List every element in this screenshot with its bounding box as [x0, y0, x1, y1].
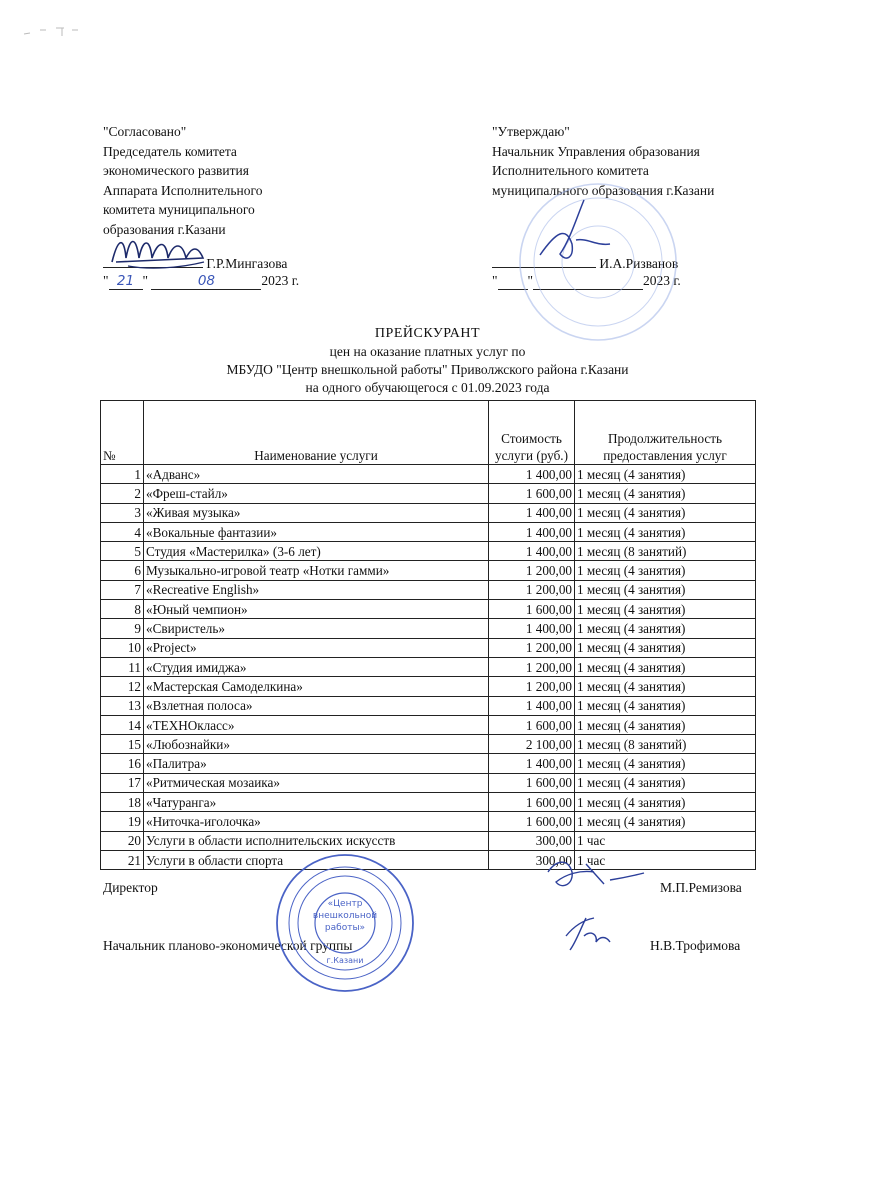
- table-row: [101, 619, 756, 638]
- table-header-row: [101, 401, 756, 465]
- right-date-line: [492, 273, 681, 290]
- service-price: 1 600,00: [489, 812, 575, 831]
- service-name: «ТЕХНОкласс»: [144, 715, 489, 734]
- service-price: 1 400,00: [489, 619, 575, 638]
- date-day: 21: [109, 273, 143, 290]
- service-name: «Ниточка-иголочка»: [144, 812, 489, 831]
- service-name: «Любознайки»: [144, 735, 489, 754]
- date-year: 2023 г.: [643, 273, 681, 288]
- quote-mark: ": [492, 273, 498, 288]
- service-name: «Фреш-стайл»: [144, 484, 489, 503]
- right-signature-line: [492, 256, 678, 272]
- signature-rizvanov: [540, 200, 610, 258]
- row-number: 9: [101, 619, 144, 638]
- table-row: [101, 754, 756, 773]
- approval-line: Аппарата Исполнительного: [103, 182, 263, 198]
- service-price: 1 400,00: [489, 696, 575, 715]
- row-number: 3: [101, 503, 144, 522]
- service-price: 1 600,00: [489, 773, 575, 792]
- service-price: 1 400,00: [489, 503, 575, 522]
- approval-block-right: [492, 122, 792, 200]
- price-table: [100, 400, 756, 870]
- row-number: 17: [101, 773, 144, 792]
- service-price: 1 200,00: [489, 657, 575, 676]
- service-price: 2 100,00: [489, 735, 575, 754]
- service-name: «Студия имиджа»: [144, 657, 489, 676]
- header-price: [489, 401, 575, 465]
- header-duration-line: Продолжительность: [607, 431, 723, 446]
- table-row: [101, 542, 756, 561]
- row-number: 19: [101, 812, 144, 831]
- row-number: 1: [101, 465, 144, 484]
- row-number: 6: [101, 561, 144, 580]
- row-number: 21: [101, 850, 144, 869]
- title-line: на одного обучающегося с 01.09.2023 года: [305, 380, 550, 395]
- service-price: 1 200,00: [489, 580, 575, 599]
- approval-heading-right: "Утверждаю": [492, 124, 570, 139]
- service-name: «Мастерская Самоделкина»: [144, 677, 489, 696]
- service-price: 1 200,00: [489, 561, 575, 580]
- table-row: [101, 715, 756, 734]
- service-duration: 1 месяц (8 занятий): [575, 735, 756, 754]
- row-number: 15: [101, 735, 144, 754]
- table-row: [101, 638, 756, 657]
- approval-line: Председатель комитета: [103, 143, 237, 159]
- service-duration: 1 месяц (4 занятия): [575, 812, 756, 831]
- table-row: [101, 465, 756, 484]
- row-number: 20: [101, 831, 144, 850]
- table-row: [101, 657, 756, 676]
- row-number: 12: [101, 677, 144, 696]
- service-name: «Палитра»: [144, 754, 489, 773]
- right-signer-name: И.А.Ризванов: [599, 256, 679, 271]
- header-duration-line: предоставления услуг: [603, 448, 727, 463]
- table-row: [101, 677, 756, 696]
- title-line: цен на оказание платных услуг по: [329, 344, 526, 359]
- service-name: «Живая музыка»: [144, 503, 489, 522]
- service-name: Услуги в области исполнительских искусств: [144, 831, 489, 850]
- table-row: [101, 773, 756, 792]
- table-row: [101, 503, 756, 522]
- approval-line: образования г.Казани: [103, 221, 226, 237]
- quote-mark: ": [142, 273, 149, 288]
- document-title: [100, 325, 755, 397]
- service-price: 1 400,00: [489, 542, 575, 561]
- service-duration: 1 месяц (4 занятия): [575, 465, 756, 484]
- quote-mark: ": [527, 273, 534, 288]
- service-duration: 1 месяц (4 занятия): [575, 793, 756, 812]
- approval-line: муниципального образования г.Казани: [492, 182, 715, 198]
- signature-trofimova: [566, 918, 610, 950]
- service-duration: 1 час: [575, 850, 756, 869]
- service-name: «Свиристель»: [144, 619, 489, 638]
- date-month: 08: [151, 273, 261, 290]
- service-duration: 1 месяц (4 занятия): [575, 657, 756, 676]
- row-number: 10: [101, 638, 144, 657]
- service-duration: 1 месяц (4 занятия): [575, 754, 756, 773]
- table-row: [101, 793, 756, 812]
- row-number: 5: [101, 542, 144, 561]
- service-duration: 1 месяц (4 занятия): [575, 484, 756, 503]
- row-number: 4: [101, 522, 144, 541]
- service-price: 1 600,00: [489, 484, 575, 503]
- table-row: [101, 812, 756, 831]
- table-row: [101, 696, 756, 715]
- service-price: 1 600,00: [489, 600, 575, 619]
- service-name: «Юный чемпион»: [144, 600, 489, 619]
- title-line: МБУДО "Центр внешкольной работы" Приволжского района г.Казани: [226, 362, 629, 377]
- stamp-center-line: внешкольной: [312, 911, 378, 921]
- table-row: [101, 522, 756, 541]
- approval-line: Начальник Управления образования: [492, 143, 700, 159]
- stamp-city: г.Казани: [326, 956, 364, 965]
- table-row: [101, 850, 756, 869]
- row-number: 7: [101, 580, 144, 599]
- service-price: 1 200,00: [489, 677, 575, 696]
- left-signer-name: Г.Р.Мингазова: [206, 256, 288, 271]
- row-number: 2: [101, 484, 144, 503]
- approval-line: комитета муниципального: [103, 202, 255, 218]
- service-duration: 1 месяц (4 занятия): [575, 561, 756, 580]
- service-name: «Project»: [144, 638, 489, 657]
- director-label: Директор: [103, 880, 158, 895]
- scan-artifact: [22, 22, 82, 42]
- service-duration: 1 месяц (4 занятия): [575, 696, 756, 715]
- service-name: Музыкально-игровой театр «Нотки гамми»: [144, 561, 489, 580]
- service-price: 300,00: [489, 831, 575, 850]
- service-duration: 1 месяц (4 занятия): [575, 522, 756, 541]
- service-price: 1 400,00: [489, 465, 575, 484]
- service-duration: 1 час: [575, 831, 756, 850]
- service-price: 1 400,00: [489, 522, 575, 541]
- left-signature-line: [103, 256, 287, 272]
- service-name: «Recreative English»: [144, 580, 489, 599]
- service-duration: 1 месяц (4 занятия): [575, 503, 756, 522]
- row-number: 16: [101, 754, 144, 773]
- price-table-body: [101, 465, 756, 870]
- service-price: 300,00: [489, 850, 575, 869]
- planning-name: Н.В.Трофимова: [650, 938, 741, 953]
- service-duration: 1 месяц (4 занятия): [575, 600, 756, 619]
- table-row: [101, 600, 756, 619]
- service-duration: 1 месяц (4 занятия): [575, 773, 756, 792]
- header-name: Наименование услуги: [144, 401, 489, 465]
- approval-line: экономического развития: [103, 163, 249, 179]
- stamp-center-line: работы»: [324, 923, 366, 933]
- row-number: 11: [101, 657, 144, 676]
- quote-mark: ": [103, 273, 109, 288]
- row-number: 18: [101, 793, 144, 812]
- table-row: [101, 831, 756, 850]
- service-name: «Ритмическая мозаика»: [144, 773, 489, 792]
- service-name: «Чатуранга»: [144, 793, 489, 812]
- table-row: [101, 561, 756, 580]
- stamp-center-line: «Центр: [327, 899, 363, 909]
- planning-label: Начальник планово-экономической группы: [103, 938, 353, 953]
- header-num: №: [101, 401, 144, 465]
- service-name: «Вокальные фантазии»: [144, 522, 489, 541]
- approval-block-left: [103, 122, 363, 240]
- date-year: 2023 г.: [261, 273, 300, 288]
- service-name: «Взлетная полоса»: [144, 696, 489, 715]
- header-price-line: услуги (руб.): [494, 448, 568, 463]
- table-row: [101, 484, 756, 503]
- table-row: [101, 735, 756, 754]
- row-number: 8: [101, 600, 144, 619]
- header-duration: [575, 401, 756, 465]
- service-price: 1 200,00: [489, 638, 575, 657]
- service-duration: 1 месяц (4 занятия): [575, 638, 756, 657]
- row-number: 13: [101, 696, 144, 715]
- service-name: «Адванс»: [144, 465, 489, 484]
- service-duration: 1 месяц (8 занятий): [575, 542, 756, 561]
- service-price: 1 400,00: [489, 754, 575, 773]
- left-date-line: [103, 273, 299, 290]
- service-price: 1 600,00: [489, 793, 575, 812]
- service-duration: 1 месяц (4 занятия): [575, 619, 756, 638]
- table-row: [101, 580, 756, 599]
- service-price: 1 600,00: [489, 715, 575, 734]
- service-duration: 1 месяц (4 занятия): [575, 677, 756, 696]
- header-price-line: Стоимость: [501, 431, 562, 446]
- approval-heading-left: "Согласовано": [103, 124, 187, 139]
- director-name: М.П.Ремизова: [660, 880, 742, 895]
- title-main: ПРЕЙСКУРАНТ: [374, 326, 481, 341]
- service-name: Услуги в области спорта: [144, 850, 489, 869]
- service-name: Студия «Мастерилка» (3-6 лет): [144, 542, 489, 561]
- approval-line: Исполнительного комитета: [492, 163, 649, 179]
- organization-stamp: [277, 855, 413, 991]
- service-duration: 1 месяц (4 занятия): [575, 580, 756, 599]
- row-number: 14: [101, 715, 144, 734]
- service-duration: 1 месяц (4 занятия): [575, 715, 756, 734]
